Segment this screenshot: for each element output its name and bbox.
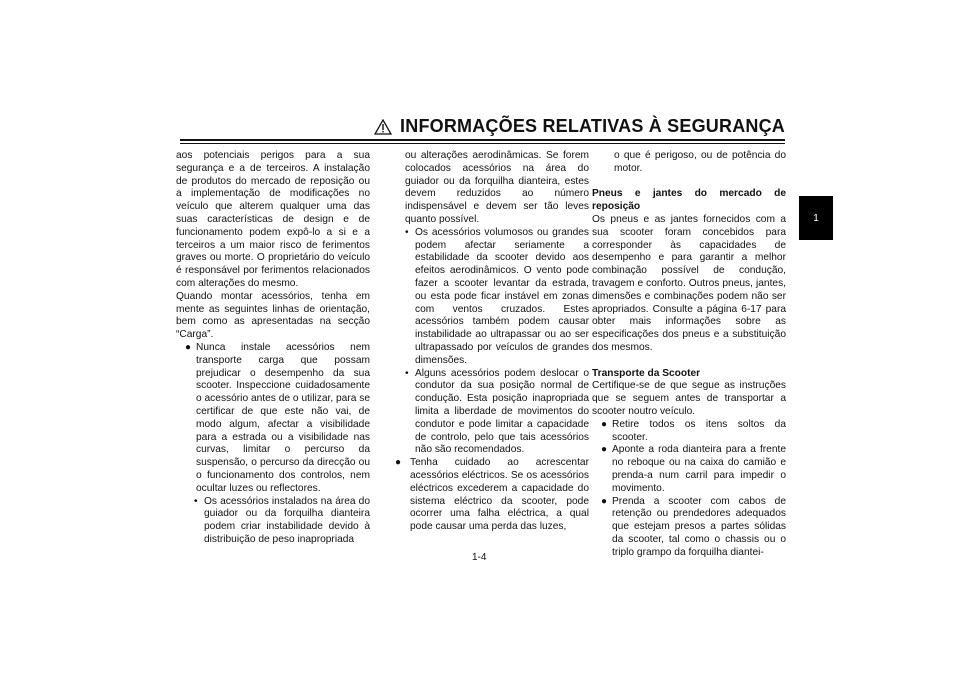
bullet-item: ● Retire todos os itens soltos da scooter. bbox=[592, 419, 786, 445]
paragraph: Os pneus e as jantes fornecidos com a sua scooter foram concebidos para corresponder às capacidades de desempenho e para garantir a melhor combinação possível de condução, travagem e conforto. Outros pneus, jantes, dimensões e combinações podem não ser apropriados. Consulte a página 6-17 para obter mais informações sobre as especificações dos pneus e a substituição dos mesmos. bbox=[592, 213, 786, 353]
text-column-2 bbox=[395, 150, 589, 534]
section-heading: Transporte da Scooter bbox=[592, 367, 701, 379]
page-title: INFORMAÇÕES RELATIVAS À SEGURANÇA bbox=[400, 116, 785, 136]
paragraph-continued: o que é perigoso, ou de potência do motor. bbox=[614, 150, 786, 174]
section-tab bbox=[799, 196, 833, 240]
paragraph: aos potenciais perigos para a sua segurança e a de terceiros. A instalação de produtos do mercado de reposição ou a implementação de modificações no veículo que alterem qualquer uma das suas características de design e de funcionamento podem expô-lo a si e a terceiros a um maior risco de ferimentos graves ou morte. O proprietário do veículo é responsável por ferimentos relacionados com alterações do mesmo. bbox=[176, 150, 370, 289]
paragraph-continued: ou alterações aerodinâmicas. Se forem colocados acessórios na área do guiador ou da forquilha dianteira, estes devem reduzidos ao número indispensável e devem ser tão leves quanto possível. bbox=[405, 150, 589, 225]
bullet-item: ● Tenha cuidado ao acrescentar acessórios eléctricos. Se os acessórios eléctricos excederem a capacidade do sistema eléctrico da scooter, pode ocorrer uma falha eléctrica, a qual pode causar uma perda das luzes, bbox=[395, 457, 589, 534]
text-column-3 bbox=[592, 150, 786, 560]
warning-triangle-icon bbox=[374, 119, 392, 135]
section-tab-label: 1 bbox=[813, 212, 819, 224]
section-heading: Pneus e jantes do mercado de reposição bbox=[592, 188, 786, 213]
paragraph: Quando montar acessórios, tenha em mente as seguintes linhas de orientação, bem como as apresentadas na secção “Carga”. bbox=[176, 290, 370, 341]
bullet-item: ● Aponte a roda dianteira para a frente no reboque ou na caixa do camião e prenda-a num carril para impedir o movimento. bbox=[592, 444, 786, 495]
sub-bullet-item: • Os acessórios volumosos ou grandes podem afectar seriamente a estabilidade da scooter devido aos efeitos aerodinâmicos. O vento pode fazer a scooter levantar da estrada, ou esta pode ficar instável em zonas com ventos cruzados. Estes acessórios também podem causar instabilidade ao ultrapassar ou ao ser ultrapassado por veículos de grandes dimensões. bbox=[395, 227, 589, 368]
header-rule-thin bbox=[180, 143, 785, 144]
sub-bullet-item: • Alguns acessórios podem deslocar o condutor da sua posição normal de condução. Esta posição inapropriada limita a liberdade de movimentos do condutor e pode limitar a capacidade de controlo, pelo que tais acessórios não são recomendados. bbox=[395, 368, 589, 458]
paragraph: Certifique-se de que segue as instruções que se seguem antes de transportar a scooter noutro veículo. bbox=[592, 380, 786, 417]
page-header bbox=[180, 116, 785, 140]
page-title-wrap bbox=[374, 116, 785, 137]
sub-bullet-item: • Os acessórios instalados na área do guiador ou da forquilha dianteira podem criar instabilidade devido à distribuição de peso inapropriada bbox=[176, 496, 370, 547]
text-column-1 bbox=[176, 150, 370, 547]
page-number: 1-4 bbox=[472, 552, 487, 563]
header-rule-thick bbox=[180, 139, 785, 141]
bullet-item: ● Prenda a scooter com cabos de retenção ou prendedores adequados que estejam presos a partes sólidas da scooter, tal como o chassis ou o triplo grampo da forquilha diantei- bbox=[592, 496, 786, 560]
bullet-item: ● Nunca instale acessórios nem transporte carga que possam prejudicar o desempenho da sua scooter. Inspeccione cuidadosamente o acessório antes de o utilizar, para se certificar de que este não vai, de modo algum, afectar a visibilidade para a estrada ou a visibilidade nas curvas, limitar o percurso da suspensão, o percurso da direcção ou o funcionamento dos controlos, nem ocultar luzes ou reflectores. bbox=[176, 342, 370, 496]
